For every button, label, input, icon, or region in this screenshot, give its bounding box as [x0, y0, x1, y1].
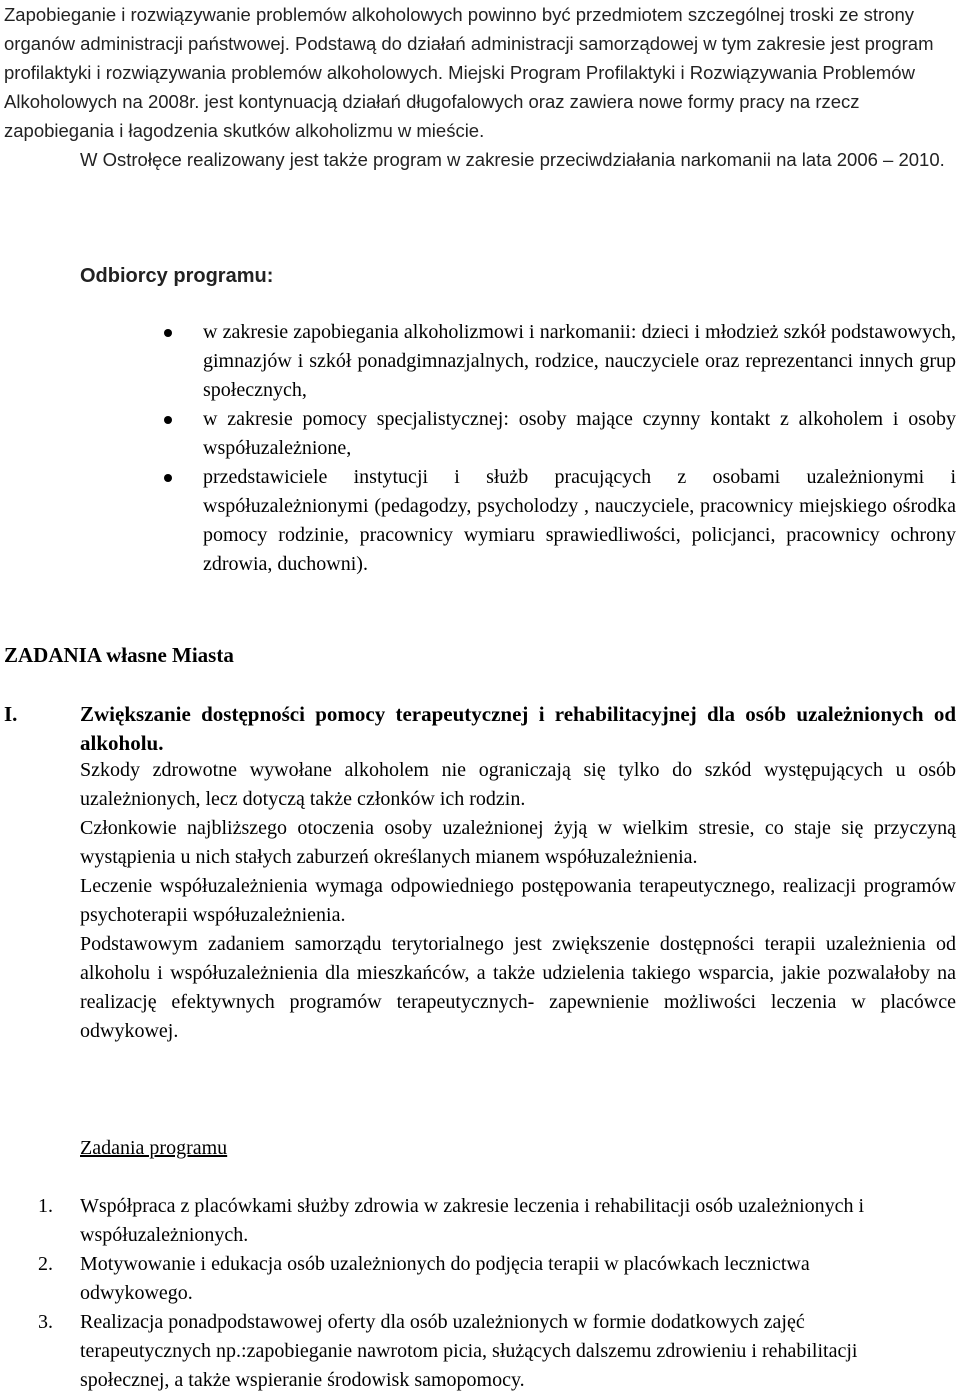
list-item [203, 463, 956, 579]
recipients-list [0, 318, 960, 579]
list-item-text: w zakresie zapobiegania alkoholizmowi i narkomanii: dzieci i młodzież szkół podstawowych, gimnazjów i szkół ponadgimnazjalnych, rodzice, nauczyciele oraz reprezentanci innych grup społecznych, [203, 321, 956, 401]
intro-paragraph-narcotics: W Ostrołęce realizowany jest także program w zakresie przeciwdziałania narkomanii na lata 2006 – 2010. [80, 149, 945, 170]
task-number: 1. [38, 1195, 53, 1217]
list-item-text: w zakresie pomocy specjalistycznej: osoby mające czynny kontakt z alkoholem i osoby współuzależnione, [203, 408, 956, 459]
list-item [38, 1192, 920, 1250]
program-tasks-heading: Zadania programu [80, 1137, 228, 1159]
task-number: 3. [38, 1311, 53, 1333]
list-item [38, 1308, 920, 1395]
list-item [203, 318, 956, 405]
task-text: Współpraca z placówkami służby zdrowia w zakresie leczenia i rehabilitacji osób uzależnionych i współuzależnionych. [80, 1195, 865, 1246]
list-item [203, 405, 956, 463]
task-text: Realizacja ponadpodstawowej oferty dla osób uzależnionych w formie dodatkowych zajęć terapeutycznych np.:zapobieganie nawrotom picia, służących dalszemu zdrowieniu i rehabilitacji społecznej, a także wspieranie środowisk samopomocy. [80, 1311, 858, 1391]
intro-paragraph: Zapobieganie i rozwiązywanie problemów alkoholowych powinno być przedmiotem szczególnej troski ze strony organów administracji państwowej. Podstawą do działań administracji samorządowej w tym zakresie jest program profilaktyki i rozwiązywania problemów alkoholowych. Miejski Program Profilaktyki i Rozwiązywania Problemów Alkoholowych na 2008r. jest kontynuacją działań długofalowych oraz zawiera nowe formy pracy na rzecz zapobiegania i łagodzenia skutków alkoholizmu w mieście. [4, 4, 934, 141]
recipients-heading: Odbiorcy programu: [80, 265, 274, 287]
section-paragraph: Leczenie współuzależnienia wymaga odpowiedniego postępowania terapeutycznego, realizacji programów psychoterapii współuzależnienia. [80, 875, 956, 926]
bullet-icon [164, 329, 172, 337]
section-paragraph: Podstawowym zadaniem samorządu terytorialnego jest zwiększenie dostępności terapii uzależnienia od alkoholu i współuzależnienia dla mieszkańców, a także udzielenia takiego wsparcia, jakie pozwalałoby na realizację efektywnych programów terapeutycznych- zapewnienie możliwości leczenia w placówce odwykowej. [80, 933, 956, 1042]
section-paragraph: Członkowie najbliższego otoczenia osoby uzależnionej żyją w wielkim stresie, co staje się przyczyną wystąpienia u nich stałych zaburzeń określanych mianem współuzależnienia. [80, 817, 956, 868]
task-number: 2. [38, 1253, 53, 1275]
section-body [80, 756, 956, 1046]
intro-section [4, 0, 956, 174]
program-tasks-list [0, 1192, 960, 1395]
bullet-icon [164, 416, 172, 424]
section-paragraph: Szkody zdrowotne wywołane alkoholem nie ograniczają się tylko do szkód występujących u osób uzależnionych, lecz dotyczą także członków ich rodzin. [80, 759, 956, 810]
task-text: Motywowanie i edukacja osób uzależnionych do podjęcia terapii w placówkach lecznictwa odwykowego. [80, 1253, 810, 1304]
tasks-heading: ZADANIA własne Miasta [4, 643, 234, 667]
list-item-text: przedstawiciele instytucji i służb pracujących z osobami uzależnionymi i współuzależnionymi (pedagodzy, psycholodzy , nauczyciele, pracownicy miejskiego ośrodka pomocy rodzinie, pracownicy wymiaru sprawiedliwości, policjanci, pracownicy ochrony zdrowia, duchowni). [203, 466, 956, 575]
bullet-icon [164, 474, 172, 482]
section-title: Zwiększanie dostępności pomocy terapeutycznej i rehabilitacyjnej dla osób uzależnionych od alkoholu. [80, 702, 956, 755]
section-number: I. [4, 702, 18, 726]
list-item [38, 1250, 920, 1308]
